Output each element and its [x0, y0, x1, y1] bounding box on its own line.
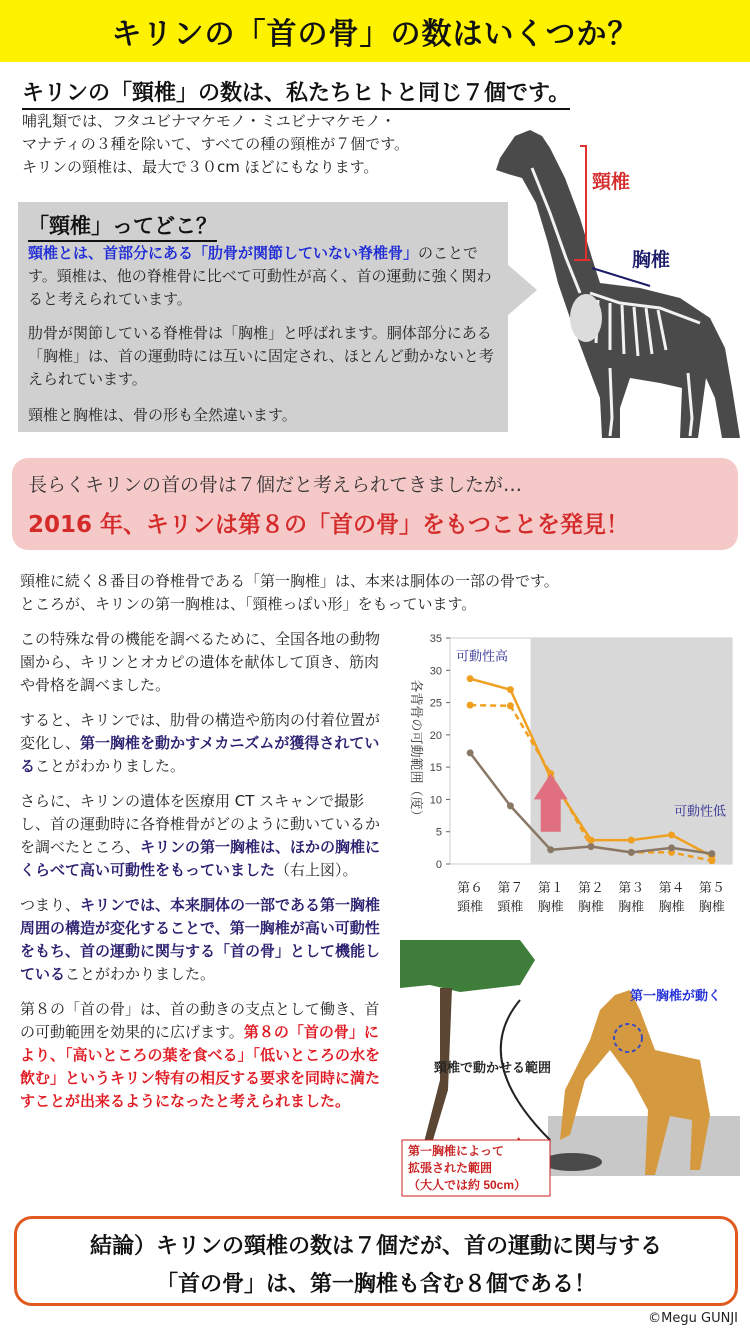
- data-point: [708, 857, 715, 864]
- section1-heading: キリンの「頸椎」の数は、私たちヒトと同じ７個です。: [22, 76, 570, 110]
- y-axis-label: 各背骨の可動範囲（度）: [408, 679, 423, 823]
- explainer-paragraph-3: 頸椎と胸椎は、骨の形も全然違います。: [28, 406, 297, 424]
- explainer-paragraph-2: 肋骨が関節している脊椎骨は「胸椎」と呼ばれます。胴体部分にある「胸椎」は、首の運動時には互いに固定され、ほとんど動かないと考えられています。: [28, 324, 494, 388]
- p4-a: つまり、: [20, 896, 81, 914]
- x-tick-label: 第２: [577, 881, 605, 896]
- x-tick-label: 胸椎: [577, 900, 605, 915]
- p3-c: （右上図）。: [275, 861, 358, 879]
- data-point: [467, 749, 474, 756]
- research-paragraph-3: [20, 790, 392, 882]
- x-tick-label: 第６: [457, 881, 484, 896]
- x-tick-label: 第３: [618, 881, 645, 896]
- p3-a: さらに、キリンの遺体を医療用 CT スキャンで撮影し、首の運動時に各脊椎骨がどのように動いているかを調べたところ、: [20, 792, 381, 856]
- y-tick-label: 5: [435, 826, 442, 839]
- water-puddle: [542, 1153, 602, 1171]
- intro-text: [20, 570, 740, 616]
- giraffe-skeleton-illustration: [470, 118, 745, 448]
- title-bar: [0, 0, 750, 62]
- data-point: [668, 831, 675, 838]
- research-text-column: [20, 628, 392, 1125]
- section1-line: マナティの３種を除いて、すべての種の頸椎が７個です。: [22, 135, 410, 153]
- p3-b: キリンの第一胸椎は、ほかの胸椎にくらべて高い可動性をもっていました: [20, 838, 381, 879]
- intro-line-1: 頸椎に続く８番目の脊椎骨である「第一胸椎」は、本来は胴体の一部の骨です。: [20, 572, 559, 590]
- discovery-banner: [12, 458, 738, 550]
- banner-line-2: 2016 年、キリンは第８の「首の骨」をもつことを発見！: [28, 512, 630, 538]
- y-tick-label: 15: [429, 762, 442, 775]
- giraffe-drinking-illustration: [400, 940, 740, 1198]
- neck-range-label: 頸椎で動かせる範囲: [434, 1060, 552, 1075]
- cervical-explainer-box: [18, 202, 508, 432]
- x-tick-label: 頸椎: [457, 900, 484, 915]
- y-tick-label: 25: [429, 697, 442, 710]
- explainer-p1-rest: のことです。頸椎は、他の脊椎骨に比べて可動性が高く、首の運動に強く関わると考えられています。: [28, 244, 492, 308]
- data-point: [668, 844, 675, 851]
- data-point: [507, 802, 514, 809]
- explainer-heading: 「頸椎」ってどこ？: [28, 210, 217, 242]
- explainer-paragraph-1: [28, 242, 503, 311]
- data-point: [628, 837, 635, 844]
- y-tick-label: 30: [429, 665, 442, 678]
- x-tick-label: 胸椎: [537, 900, 564, 915]
- explainer-highlight: 頸椎とは、首部分にある「肋骨が関節していない脊椎骨」: [28, 244, 419, 262]
- extended-label-2: 拡張された範囲: [408, 1161, 493, 1175]
- x-tick-label: 胸椎: [618, 900, 645, 915]
- thoracic-label: 胸椎: [632, 250, 671, 271]
- extended-label-1: 第一胸椎によって: [408, 1144, 505, 1158]
- x-tick-label: 第４: [658, 881, 685, 896]
- y-tick-label: 20: [429, 729, 442, 742]
- cervical-label: 頸椎: [592, 172, 631, 193]
- tree-canopy: [400, 940, 535, 992]
- section1-text: [22, 110, 512, 179]
- p4-b: キリンでは、本来胴体の一部である第一胸椎周囲の構造が変化することで、第一胸椎が高い可動性をもち、首の運動に関与する「首の骨」として機能している: [20, 896, 381, 983]
- p2-c: ことがわかりました。: [35, 757, 186, 775]
- banner-line-1: 長らくキリンの首の骨は７個だと考えられてきましたが…: [28, 474, 523, 496]
- data-point: [507, 702, 514, 709]
- data-point: [467, 675, 474, 682]
- conclusion-box: [14, 1216, 738, 1306]
- page-title: キリンの「首の骨」の数はいくつか？: [111, 17, 639, 52]
- p2-a: すると、キリンでは、肋骨の構造や筋肉の付着位置が変化し、: [20, 711, 381, 752]
- moves-label: 第一胸椎が動く: [630, 988, 722, 1003]
- x-tick-label: 第７: [497, 881, 524, 896]
- p5-b: 第８の「首の骨」により、「高いところの葉を食べる」「低いところの水を飲む」というキリン特有の相反する要求を同時に満たすことが出来るようになったと考えられました。: [20, 1023, 381, 1110]
- research-paragraph-5: [20, 998, 392, 1113]
- data-point: [467, 702, 474, 709]
- section1-line: キリンの頸椎は、最大で３０cm ほどにもなります。: [22, 158, 379, 176]
- shaded-thoracic-region: [531, 638, 732, 864]
- x-tick-label: 第１: [537, 881, 564, 896]
- data-point: [547, 846, 554, 853]
- data-point: [628, 849, 635, 856]
- extended-label-3: （大人では約 50cm）: [408, 1178, 527, 1192]
- data-point: [588, 843, 595, 850]
- y-tick-label: 10: [429, 794, 442, 807]
- section1-line: 哺乳類では、フタユビナマケモノ・ミユビナマケモノ・: [22, 112, 396, 130]
- y-tick-label: 0: [435, 859, 442, 871]
- intro-line-2: ところが、キリンの第一胸椎は、「頸椎っぽい形」をもっています。: [20, 595, 477, 613]
- conclusion-line-1: 結論）キリンの頸椎の数は７個だが、首の運動に関与する: [89, 1234, 662, 1259]
- x-tick-label: 頸椎: [497, 900, 524, 915]
- p4-c: ことがわかりました。: [65, 965, 216, 983]
- x-tick-label: 胸椎: [698, 900, 725, 915]
- annotation-high: 可動性高: [456, 649, 509, 665]
- research-paragraph-4: [20, 894, 392, 986]
- data-point: [507, 686, 514, 693]
- x-tick-label: 胸椎: [658, 900, 685, 915]
- research-paragraph-2: [20, 709, 392, 778]
- y-tick-label: 35: [429, 633, 442, 645]
- x-tick-label: 第５: [698, 881, 725, 896]
- p5-a: 第８の「首の骨」は、首の動きの支点として働き、首の可動範囲を効果的に広げます。: [20, 1000, 380, 1041]
- mobility-chart: [398, 628, 740, 928]
- annotation-low: 可動性低: [673, 804, 726, 820]
- conclusion-line-2: 「首の骨」は、第一胸椎も含む８個である！: [155, 1272, 596, 1297]
- credit: ©Megu GUNJI: [648, 1311, 738, 1326]
- p2-b: 第一胸椎を動かすメカニズムが獲得されている: [20, 734, 380, 775]
- data-point: [708, 850, 715, 857]
- research-paragraph-1: この特殊な骨の機能を調べるために、全国各地の動物園から、キリンとオカピの遺体を献体して頂き、筋肉や骨格を調べました。: [20, 630, 381, 694]
- scapula-bone: [570, 294, 602, 342]
